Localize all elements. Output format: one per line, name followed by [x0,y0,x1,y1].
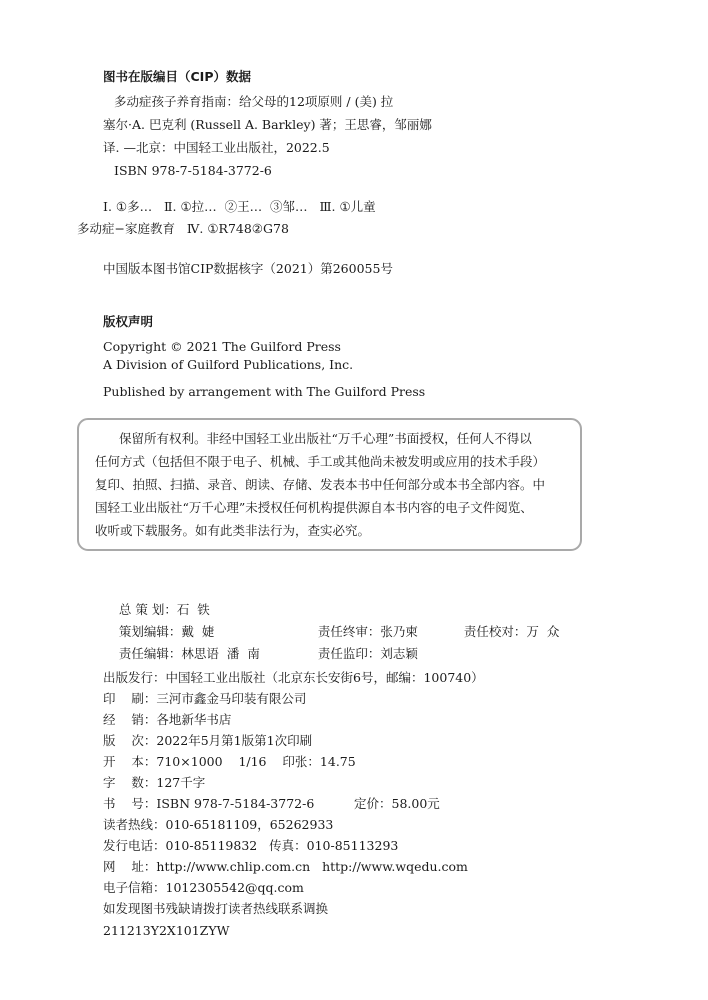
staff-value: 万 众 [526,624,560,639]
notice-line: 保留所有权利。非经中国轻工业出版社“万千心理”书面授权，任何人不得以 [119,431,532,446]
pub-value: 中国轻工业出版社（北京东长安街6号，邮编：100740） [165,670,484,685]
pub-row [103,670,484,686]
pub-row [103,712,231,728]
pub-label: 电子信箱： [103,880,166,895]
cip-isbn: ISBN 978-7-5184-3772-6 [114,163,272,178]
staff-label: 责任校对： [463,624,527,639]
pub-label: 书 号： [103,796,157,811]
copyright-line: A Division of Guilford Publications, Inc. [103,357,354,372]
pub-value: 127千字 [156,775,206,790]
staff-value: 张乃柬 [380,624,418,639]
pub-row [103,817,333,833]
pub-value: 2022年5月第1版第1次印刷 [156,733,313,748]
cip-classification: 多动症−家庭教育 Ⅳ. ①R748②G78 [77,221,289,236]
print-code: 211213Y2X101ZYW [103,923,230,938]
pub-label: 网 址： [103,859,157,874]
cip-line: 译. —北京：中国轻工业出版社，2022.5 [103,140,330,155]
notice-line: 任何方式（包括但不限于电子、机械、手工或其他尚未被发明或应用的技术手段） [95,454,546,469]
pub-value: 010-85119832 传真：010-85113293 [165,838,399,853]
pub-label: 经 销： [103,712,157,727]
staff-value: 戴 婕 [181,624,215,639]
pub-label: 版 次： [103,733,157,748]
pub-label: 字 数： [103,775,157,790]
arrangement-line: Published by arrangement with The Guilford Press [103,384,426,399]
pub-label: 开 本： [103,754,157,769]
staff-value: 石 铁 [176,602,210,617]
pub-row [103,859,468,875]
pub-label: 印 刷： [103,691,157,706]
cip-heading: 图书在版编目（CIP）数据 [103,69,251,84]
notice-line: 复印、拍照、扫描、录音、朗读、存储、发表本书中任何部分或本书全部内容。中 [95,477,546,492]
cip-line: 塞尔·A. 巴克利 (Russell A. Barkley) 著；王思睿，邹丽娜 [103,117,432,132]
copyright-heading: 版权声明 [103,314,154,329]
staff-label: 责任终审： [317,624,381,639]
cip-line: 多动症孩子养育指南：给父母的12项原则 / (美) 拉 [114,94,394,109]
pub-row [103,691,306,707]
pub-row [103,775,205,791]
staff-label: 策划编辑： [118,624,182,639]
pub-value: http://www.chlip.com.cn http://www.wqedu.com [156,859,468,874]
pub-label: 出版发行： [103,670,166,685]
pub-row [103,880,304,896]
pub-value: ISBN 978-7-5184-3772-6 定价：58.00元 [156,796,440,811]
staff-label: 责任监印： [317,646,381,661]
pub-row [103,838,398,854]
pub-value: 710×1000 1/16 印张：14.75 [156,754,356,769]
cip-record-number: 中国版本图书馆CIP数据核字（2021）第260055号 [103,261,393,276]
pub-label: 发行电话： [103,838,166,853]
staff-value: 刘志颖 [380,646,418,661]
staff-value: 林思语 潘 南 [181,646,260,661]
pub-value: 三河市鑫金马印装有限公司 [156,691,307,706]
pub-row [103,754,356,770]
pub-value: 010-65181109，65262933 [165,817,334,832]
pub-label: 读者热线： [103,817,166,832]
cip-classification: Ⅰ. ①多… Ⅱ. ①拉… ②王… ③邹… Ⅲ. ①儿童 [103,199,376,214]
notice-line: 收听或下载服务。如有此类非法行为，查实必究。 [95,523,371,538]
notice-line: 国轻工业出版社“万千心理”未授权任何机构提供源自本书内容的电子文件阅览、 [95,500,533,515]
return-note: 如发现图书残缺请拨打读者热线联系调换 [103,901,329,916]
pub-row [103,733,312,749]
staff-label: 总 策 划： [118,602,177,617]
staff-label: 责任编辑： [118,646,182,661]
copyright-line: Copyright © 2021 The Guilford Press [103,339,341,354]
staff-proofread [448,608,559,656]
pub-value: 各地新华书店 [156,712,232,727]
pub-row [103,796,440,812]
pub-value: 1012305542@qq.com [165,880,304,895]
